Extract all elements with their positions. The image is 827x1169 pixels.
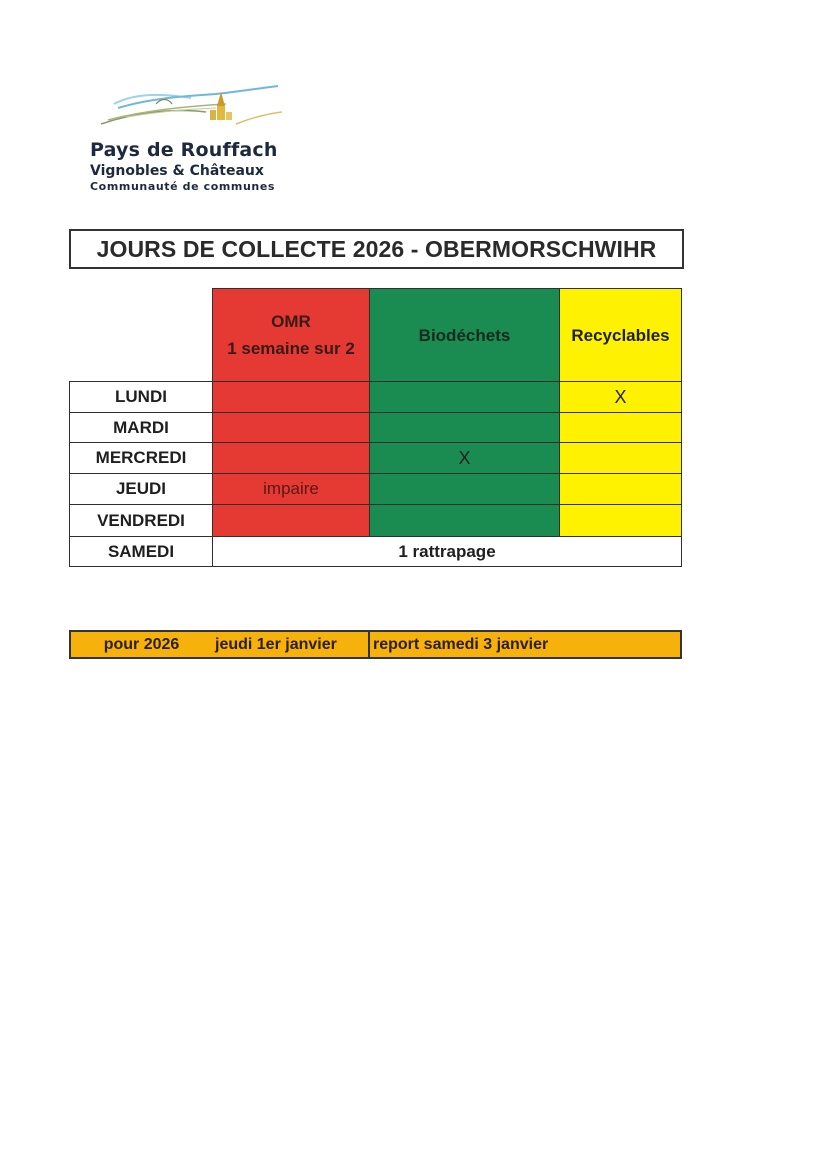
day-mercredi: MERCREDI: [69, 442, 213, 474]
cell-mercredi-biodechets: X: [369, 442, 560, 474]
cell-jeudi-biodechets: [369, 473, 560, 505]
cell-mardi-omr: [212, 412, 370, 443]
cell-mardi-recyclables: [559, 412, 682, 443]
cell-vendredi-omr: [212, 504, 370, 537]
cell-lundi-omr: [212, 381, 370, 413]
header-biodechets: Biodéchets: [369, 288, 560, 382]
day-jeudi: JEUDI: [69, 473, 213, 505]
cell-mardi-biodechets: [369, 412, 560, 443]
header-omr: [212, 288, 370, 382]
cell-lundi-recyclables: X: [559, 381, 682, 413]
cell-vendredi-biodechets: [369, 504, 560, 537]
cell-jeudi-omr: impaire: [212, 473, 370, 505]
day-vendredi: VENDREDI: [69, 504, 213, 537]
cell-samedi-rattrapage: 1 rattrapage: [212, 536, 682, 567]
cell-mercredi-omr: [212, 442, 370, 474]
header-recyclables: Recyclables: [559, 288, 682, 382]
cell-lundi-biodechets: [369, 381, 560, 413]
holiday-report: [69, 630, 682, 659]
logo-subtitle: Vignobles & Châteaux: [90, 163, 264, 179]
report-date: jeudi 1er janvier: [212, 630, 370, 659]
logo-tagline: Communauté de communes: [90, 180, 276, 193]
cell-vendredi-recyclables: [559, 504, 682, 537]
collection-table: [69, 288, 682, 567]
report-year: pour 2026: [69, 630, 214, 659]
header-omr-label: OMR: [271, 312, 311, 331]
page-title: JOURS DE COLLECTE 2026 - OBERMORSCHWIHR: [69, 229, 684, 269]
report-note: report samedi 3 janvier: [368, 630, 682, 659]
day-samedi: SAMEDI: [69, 536, 213, 567]
logo-text: [90, 138, 278, 194]
day-lundi: LUNDI: [69, 381, 213, 413]
header-omr-frequency: 1 semaine sur 2: [227, 339, 355, 358]
cell-jeudi-recyclables: [559, 473, 682, 505]
logo-name: Pays de Rouffach: [90, 139, 278, 161]
logo-illustration: [96, 84, 282, 130]
cell-mercredi-recyclables: [559, 442, 682, 474]
day-mardi: MARDI: [69, 412, 213, 443]
